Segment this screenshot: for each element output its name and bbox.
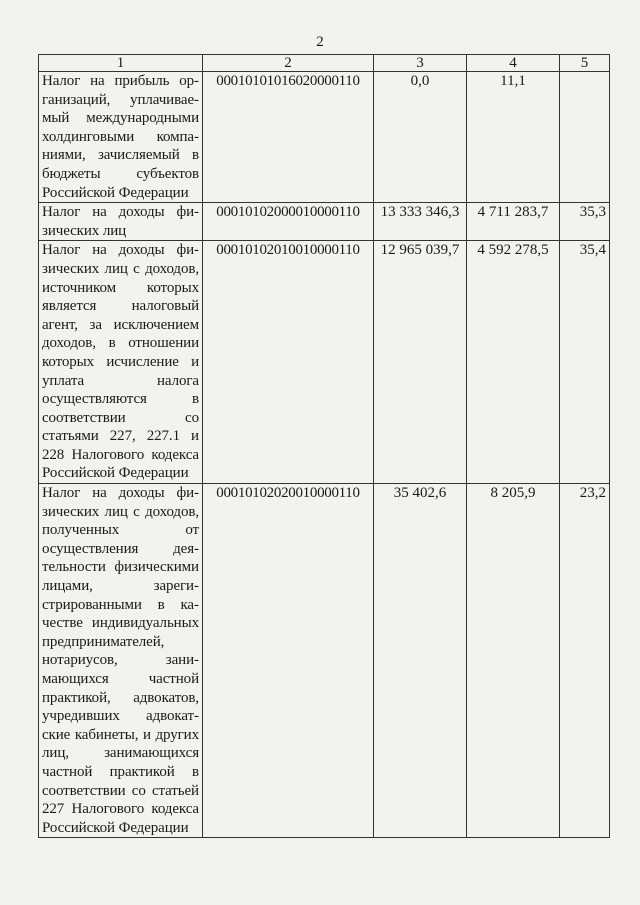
table-row	[39, 203, 610, 241]
plan-value-cell: 12 965 039,7	[374, 241, 467, 484]
percent-cell: 35,3	[560, 203, 610, 241]
column-header-2: 2	[203, 55, 374, 72]
fact-value-cell: 8 205,9	[467, 484, 560, 838]
fact-value-cell: 4 711 283,7	[467, 203, 560, 241]
percent-cell	[560, 72, 610, 203]
page-number: 2	[316, 34, 324, 50]
table-row	[39, 72, 610, 203]
income-name-cell: Налог на прибыль организаций, уплачиваемый международными холдинговыми компаниями, зачисляемый в бюджеты субъектов Российской Федерации	[39, 72, 203, 203]
income-name-cell: Налог на доходы физических лиц с доходов, источником которых является налоговый агент, за исключением доходов, в отношении которых исчисление и уплата налога осуществляются в соответствии со статьями 227, 227.1 и 228 Налогового кодекса Российской Федерации	[39, 241, 203, 484]
plan-value-cell: 0,0	[374, 72, 467, 203]
revenue-table	[38, 54, 610, 838]
plan-value-cell: 13 333 346,3	[374, 203, 467, 241]
percent-cell: 35,4	[560, 241, 610, 484]
percent-cell: 23,2	[560, 484, 610, 838]
income-name-cell: Налог на доходы физических лиц	[39, 203, 203, 241]
income-code-cell: 00010102010010000110	[203, 241, 374, 484]
fact-value-cell: 4 592 278,5	[467, 241, 560, 484]
income-code-cell: 00010102020010000110	[203, 484, 374, 838]
table-header-row	[39, 55, 610, 72]
table-row	[39, 484, 610, 838]
column-header-4: 4	[467, 55, 560, 72]
column-header-5: 5	[560, 55, 610, 72]
column-header-3: 3	[374, 55, 467, 72]
column-header-1: 1	[39, 55, 203, 72]
plan-value-cell: 35 402,6	[374, 484, 467, 838]
table-row	[39, 241, 610, 484]
income-code-cell: 00010102000010000110	[203, 203, 374, 241]
income-name-cell: Налог на доходы физических лиц с доходов, полученных от осуществления деятельности физическими лицами, зарегистрированными в качестве индивидуальных предпринимателей, нотариусов, занимающихся частной практикой, адвокатов, учредивших адвокатские кабинеты, и других лиц, занимающихся частной практикой в соответствии со статьей 227 Налогового кодекса Российской Федерации	[39, 484, 203, 838]
income-code-cell: 00010101016020000110	[203, 72, 374, 203]
fact-value-cell: 11,1	[467, 72, 560, 203]
